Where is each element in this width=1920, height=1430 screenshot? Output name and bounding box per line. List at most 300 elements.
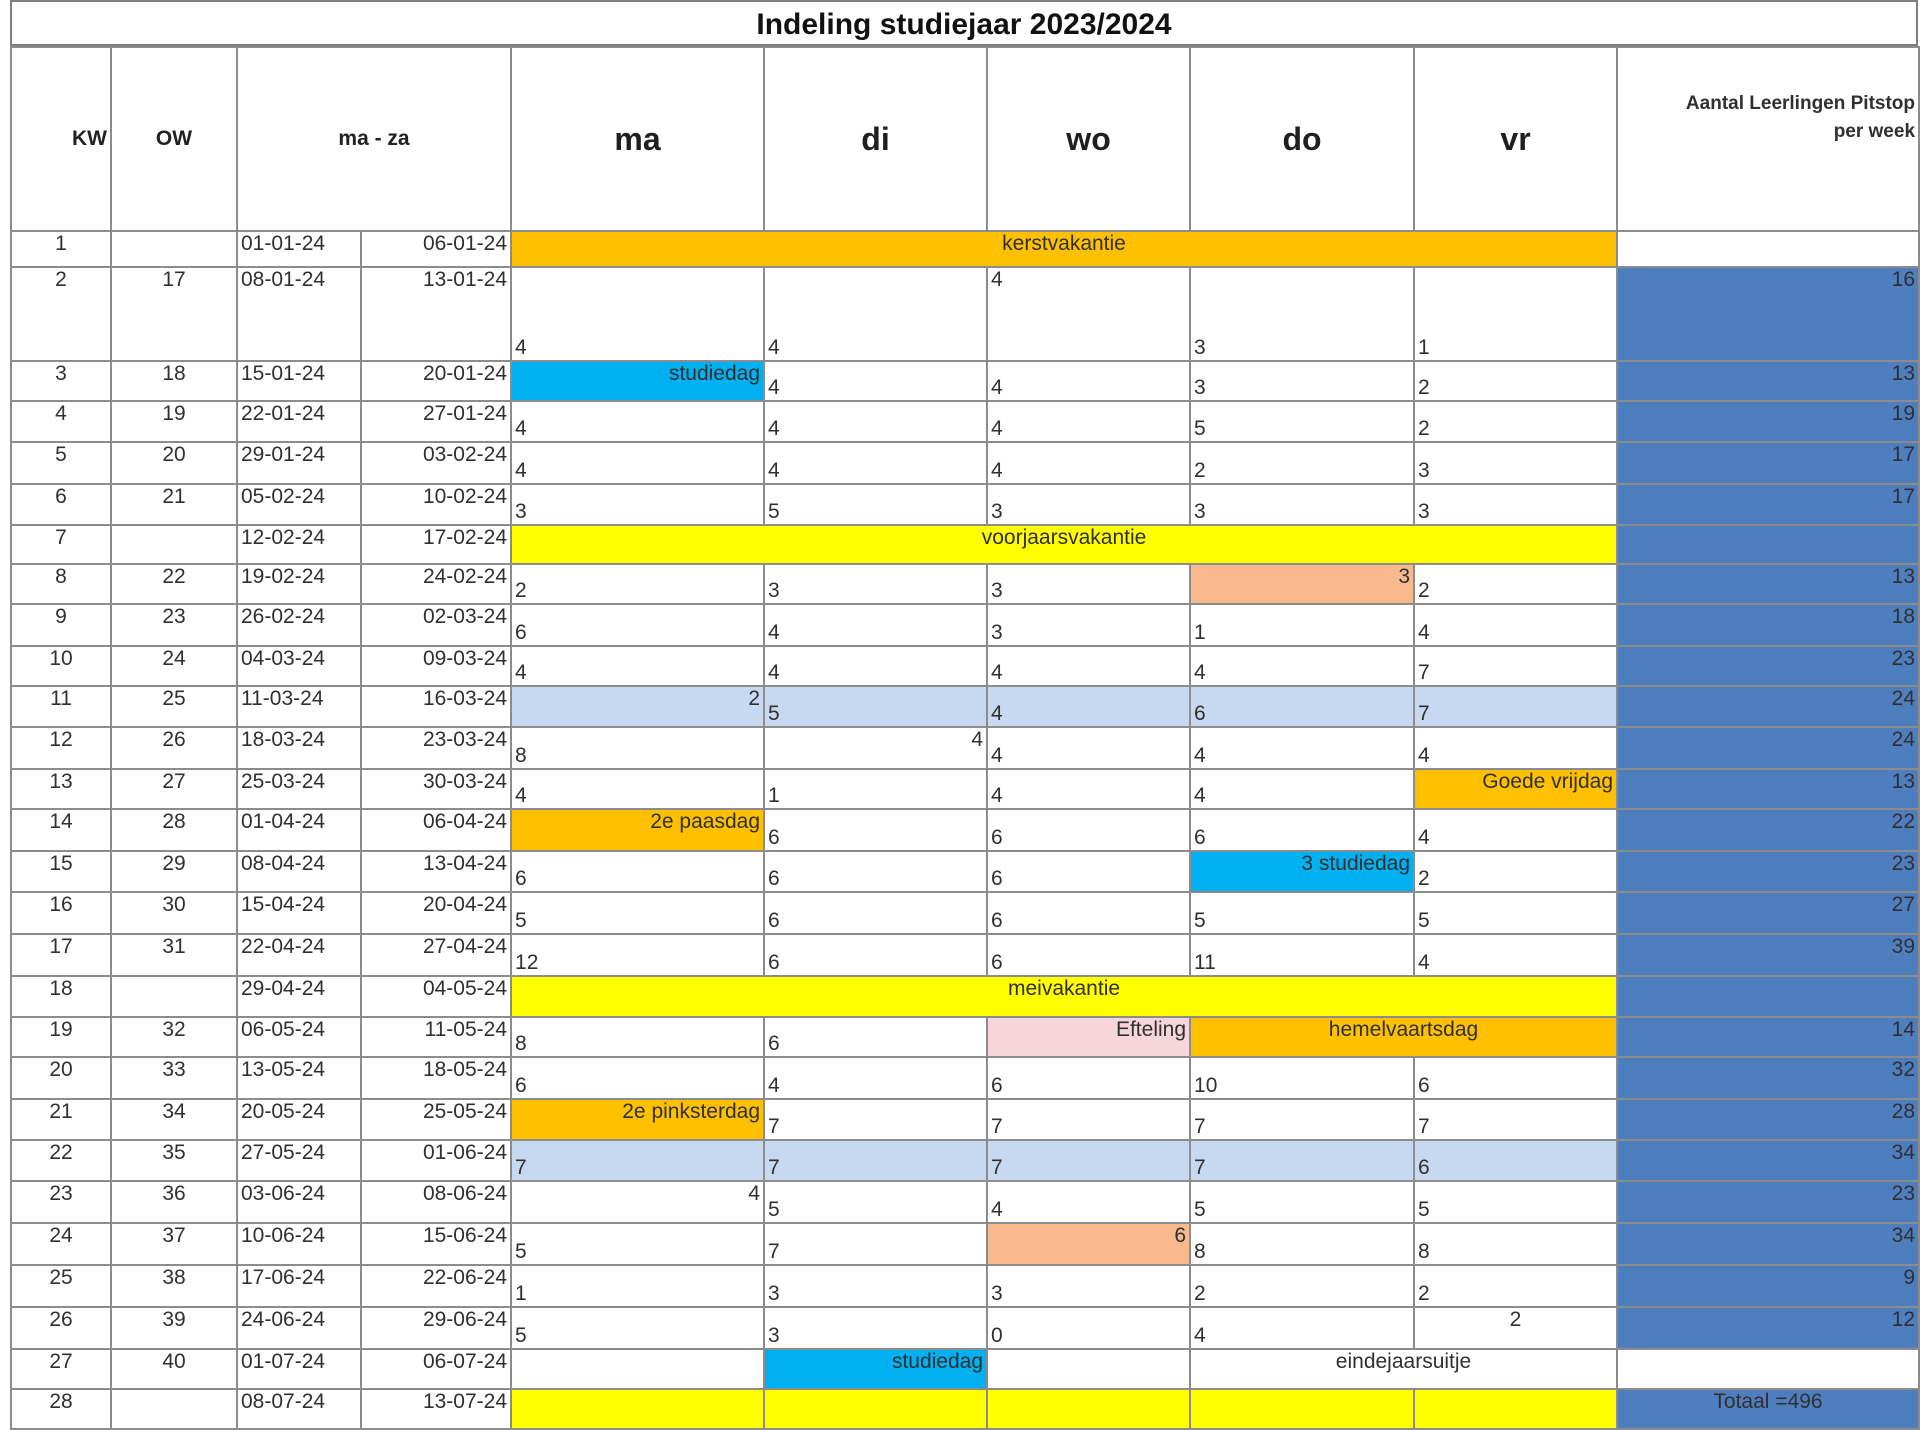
day-cell-wo: 4 <box>987 727 1190 769</box>
week-start-date: 08-07-24 <box>237 1389 361 1429</box>
day-cell-vr: 2 <box>1414 1265 1617 1307</box>
week-start-date: 20-05-24 <box>237 1099 361 1140</box>
day-cell-vr: 5 <box>1414 1181 1617 1223</box>
day-cell-ma: 4 <box>511 442 764 484</box>
week-ow: 40 <box>111 1349 237 1389</box>
day-cell-di: 3 <box>764 564 987 604</box>
day-cell-vr: 7 <box>1414 1099 1617 1140</box>
week-row <box>11 564 1919 604</box>
holiday-band: kerstvakantie <box>511 231 1617 267</box>
week-total: 34 <box>1617 1223 1919 1265</box>
week-total: 39 <box>1617 934 1919 976</box>
week-ow: 30 <box>111 892 237 934</box>
week-start-date: 19-02-24 <box>237 564 361 604</box>
week-kw: 24 <box>11 1223 111 1265</box>
week-total <box>1617 976 1919 1017</box>
day-cell-vr: 7 <box>1414 646 1617 686</box>
day-cell-ma: 4 <box>511 1181 764 1223</box>
studiedag-cell: studiedag <box>511 361 764 401</box>
week-total: 32 <box>1617 1057 1919 1099</box>
goede-vrijdag-cell: Goede vrijdag <box>1414 769 1617 809</box>
week-end-date: 11-05-24 <box>361 1017 511 1057</box>
week-row <box>11 892 1919 934</box>
day-cell-wo <box>987 1349 1190 1389</box>
day-cell-di: 3 <box>764 1307 987 1349</box>
hemelvaartsdag-cell: hemelvaartsdag <box>1190 1017 1617 1057</box>
week-ow: 22 <box>111 564 237 604</box>
week-start-date: 22-01-24 <box>237 401 361 442</box>
week-row <box>11 1181 1919 1223</box>
efteling-cell: Efteling <box>987 1017 1190 1057</box>
day-cell-di: 4 <box>764 646 987 686</box>
week-ow: 21 <box>111 484 237 525</box>
week-end-date: 23-03-24 <box>361 727 511 769</box>
week-row <box>11 851 1919 892</box>
header-count-line1: Aantal Leerlingen Pitstop <box>1685 93 1916 114</box>
studiedag-cell: studiedag <box>764 1349 987 1389</box>
day-cell-ma: 6 <box>511 1057 764 1099</box>
week-total <box>1617 231 1919 267</box>
week-start-date: 03-06-24 <box>237 1181 361 1223</box>
day-cell-di: 4 <box>764 727 987 769</box>
schedule-sheet <box>10 0 1918 1413</box>
week-total: 23 <box>1617 1181 1919 1223</box>
day-cell-do: 6 <box>1190 686 1414 727</box>
day-cell-do <box>1190 1389 1414 1429</box>
week-end-date: 20-04-24 <box>361 892 511 934</box>
week-row <box>11 1099 1919 1140</box>
week-ow: 38 <box>111 1265 237 1307</box>
studiedag-3-cell: 3 studiedag <box>1190 851 1414 892</box>
day-cell-vr: 2 <box>1414 851 1617 892</box>
day-cell-di: 5 <box>764 686 987 727</box>
day-cell-vr: 4 <box>1414 809 1617 851</box>
holiday-band: voorjaarsvakantie <box>511 525 1617 564</box>
week-start-date: 11-03-24 <box>237 686 361 727</box>
week-ow: 36 <box>111 1181 237 1223</box>
week-kw: 3 <box>11 361 111 401</box>
day-cell-di <box>764 1389 987 1429</box>
day-cell-ma: 5 <box>511 1307 764 1349</box>
day-cell-wo: 4 <box>987 361 1190 401</box>
week-ow: 20 <box>111 442 237 484</box>
day-cell-wo: 6 <box>987 1223 1190 1265</box>
week-total: 28 <box>1617 1099 1919 1140</box>
day-cell-di: 1 <box>764 769 987 809</box>
header-date-range: ma - za <box>237 47 511 231</box>
day-cell-ma: 2 <box>511 686 764 727</box>
day-cell-ma: 4 <box>511 646 764 686</box>
week-row <box>11 934 1919 976</box>
week-kw: 6 <box>11 484 111 525</box>
day-cell-do: 5 <box>1190 1181 1414 1223</box>
day-cell-wo: 4 <box>987 442 1190 484</box>
week-end-date: 10-02-24 <box>361 484 511 525</box>
day-cell-ma <box>511 1389 764 1429</box>
day-cell-wo: 3 <box>987 564 1190 604</box>
week-row <box>11 525 1919 564</box>
week-row <box>11 484 1919 525</box>
week-ow: 19 <box>111 401 237 442</box>
day-cell-do: 4 <box>1190 727 1414 769</box>
week-kw: 27 <box>11 1349 111 1389</box>
header-vr: vr <box>1414 47 1617 231</box>
week-end-date: 06-04-24 <box>361 809 511 851</box>
day-cell-ma: 8 <box>511 1017 764 1057</box>
week-kw: 4 <box>11 401 111 442</box>
holiday-band: meivakantie <box>511 976 1617 1017</box>
week-end-date: 06-07-24 <box>361 1349 511 1389</box>
day-cell-wo: 4 <box>987 686 1190 727</box>
week-kw: 20 <box>11 1057 111 1099</box>
week-end-date: 02-03-24 <box>361 604 511 646</box>
week-ow: 28 <box>111 809 237 851</box>
week-end-date: 04-05-24 <box>361 976 511 1017</box>
week-total: 23 <box>1617 646 1919 686</box>
week-total: 23 <box>1617 851 1919 892</box>
day-cell-wo: 4 <box>987 646 1190 686</box>
week-ow: 18 <box>111 361 237 401</box>
day-cell-do: 2 <box>1190 442 1414 484</box>
week-ow: 27 <box>111 769 237 809</box>
header-row <box>11 47 1919 231</box>
day-cell-ma: 1 <box>511 1265 764 1307</box>
week-row <box>11 1223 1919 1265</box>
day-cell-di: 7 <box>764 1140 987 1181</box>
week-row <box>11 1389 1919 1429</box>
day-cell-di: 4 <box>764 267 987 361</box>
day-cell-vr: 3 <box>1414 442 1617 484</box>
day-cell-do: 7 <box>1190 1099 1414 1140</box>
week-kw: 19 <box>11 1017 111 1057</box>
schedule-body <box>11 231 1919 1429</box>
day-cell-do: 3 <box>1190 267 1414 361</box>
day-cell-wo: 4 <box>987 769 1190 809</box>
week-row <box>11 769 1919 809</box>
week-start-date: 01-07-24 <box>237 1349 361 1389</box>
day-cell-vr: 8 <box>1414 1223 1617 1265</box>
week-ow: 35 <box>111 1140 237 1181</box>
week-kw: 1 <box>11 231 111 267</box>
week-start-date: 15-04-24 <box>237 892 361 934</box>
week-ow: 26 <box>111 727 237 769</box>
week-end-date: 17-02-24 <box>361 525 511 564</box>
header-wo: wo <box>987 47 1190 231</box>
day-cell-do: 4 <box>1190 646 1414 686</box>
day-cell-vr: 4 <box>1414 934 1617 976</box>
day-cell-do: 6 <box>1190 809 1414 851</box>
day-cell-vr <box>1414 1389 1617 1429</box>
week-kw: 7 <box>11 525 111 564</box>
day-cell-di: 7 <box>764 1099 987 1140</box>
day-cell-vr: 6 <box>1414 1057 1617 1099</box>
day-cell-vr: 7 <box>1414 686 1617 727</box>
week-start-date: 22-04-24 <box>237 934 361 976</box>
week-kw: 22 <box>11 1140 111 1181</box>
week-kw: 14 <box>11 809 111 851</box>
day-cell-ma: 4 <box>511 267 764 361</box>
day-cell-di: 6 <box>764 851 987 892</box>
day-cell-ma: 6 <box>511 604 764 646</box>
header-do: do <box>1190 47 1414 231</box>
day-cell-wo: 6 <box>987 809 1190 851</box>
week-total: 17 <box>1617 484 1919 525</box>
header-ma: ma <box>511 47 764 231</box>
week-row <box>11 1140 1919 1181</box>
week-row <box>11 231 1919 267</box>
week-end-date: 27-04-24 <box>361 934 511 976</box>
day-cell-wo: 6 <box>987 1057 1190 1099</box>
week-start-date: 06-05-24 <box>237 1017 361 1057</box>
week-total <box>1617 525 1919 564</box>
week-end-date: 29-06-24 <box>361 1307 511 1349</box>
week-total: 18 <box>1617 604 1919 646</box>
week-ow: 29 <box>111 851 237 892</box>
week-total: 24 <box>1617 727 1919 769</box>
week-kw: 28 <box>11 1389 111 1429</box>
day-cell-do: 10 <box>1190 1057 1414 1099</box>
day-cell-vr: 4 <box>1414 604 1617 646</box>
week-kw: 15 <box>11 851 111 892</box>
week-row <box>11 1057 1919 1099</box>
header-kw: KW <box>11 47 111 231</box>
week-end-date: 13-04-24 <box>361 851 511 892</box>
day-cell-vr: 1 <box>1414 267 1617 361</box>
week-end-date: 18-05-24 <box>361 1057 511 1099</box>
week-end-date: 09-03-24 <box>361 646 511 686</box>
week-end-date: 15-06-24 <box>361 1223 511 1265</box>
week-end-date: 30-03-24 <box>361 769 511 809</box>
week-ow: 33 <box>111 1057 237 1099</box>
week-end-date: 08-06-24 <box>361 1181 511 1223</box>
day-cell-di: 5 <box>764 1181 987 1223</box>
day-cell-do: 5 <box>1190 892 1414 934</box>
week-start-date: 26-02-24 <box>237 604 361 646</box>
week-row <box>11 267 1919 361</box>
day-cell-di: 6 <box>764 1017 987 1057</box>
week-kw: 26 <box>11 1307 111 1349</box>
week-row <box>11 646 1919 686</box>
day-cell-ma: 12 <box>511 934 764 976</box>
week-end-date: 24-02-24 <box>361 564 511 604</box>
week-start-date: 08-04-24 <box>237 851 361 892</box>
day-cell-ma: 4 <box>511 401 764 442</box>
week-end-date: 13-07-24 <box>361 1389 511 1429</box>
week-row <box>11 401 1919 442</box>
week-ow <box>111 1389 237 1429</box>
day-cell-do: 5 <box>1190 401 1414 442</box>
week-end-date: 25-05-24 <box>361 1099 511 1140</box>
week-ow: 37 <box>111 1223 237 1265</box>
week-ow: 24 <box>111 646 237 686</box>
week-total: 22 <box>1617 809 1919 851</box>
week-ow <box>111 525 237 564</box>
week-end-date: 01-06-24 <box>361 1140 511 1181</box>
week-ow: 34 <box>111 1099 237 1140</box>
day-cell-do: 1 <box>1190 604 1414 646</box>
day-cell-do: 3 <box>1190 564 1414 604</box>
day-cell-vr: 2 <box>1414 564 1617 604</box>
day-cell-di: 6 <box>764 934 987 976</box>
week-row <box>11 604 1919 646</box>
week-total: 13 <box>1617 769 1919 809</box>
day-cell-do: 4 <box>1190 1307 1414 1349</box>
day-cell-wo: 6 <box>987 892 1190 934</box>
paasdag-cell: 2e paasdag <box>511 809 764 851</box>
week-kw: 17 <box>11 934 111 976</box>
day-cell-ma: 3 <box>511 484 764 525</box>
week-ow: 25 <box>111 686 237 727</box>
week-ow: 31 <box>111 934 237 976</box>
day-cell-wo: 3 <box>987 484 1190 525</box>
day-cell-do: 11 <box>1190 934 1414 976</box>
day-cell-vr: 2 <box>1414 361 1617 401</box>
day-cell-wo: 4 <box>987 401 1190 442</box>
week-start-date: 13-05-24 <box>237 1057 361 1099</box>
day-cell-di: 5 <box>764 484 987 525</box>
header-ow: OW <box>111 47 237 231</box>
week-start-date: 15-01-24 <box>237 361 361 401</box>
week-row <box>11 1017 1919 1057</box>
day-cell-wo: 3 <box>987 604 1190 646</box>
day-cell-do: 7 <box>1190 1140 1414 1181</box>
week-start-date: 29-01-24 <box>237 442 361 484</box>
week-start-date: 12-02-24 <box>237 525 361 564</box>
day-cell-wo: 4 <box>987 1181 1190 1223</box>
week-row <box>11 809 1919 851</box>
week-row <box>11 442 1919 484</box>
week-end-date: 03-02-24 <box>361 442 511 484</box>
week-total: 13 <box>1617 361 1919 401</box>
day-cell-wo: 7 <box>987 1140 1190 1181</box>
week-kw: 10 <box>11 646 111 686</box>
day-cell-wo: 3 <box>987 1265 1190 1307</box>
week-kw: 25 <box>11 1265 111 1307</box>
week-row <box>11 727 1919 769</box>
week-ow <box>111 976 237 1017</box>
day-cell-vr: 2 <box>1414 401 1617 442</box>
week-start-date: 10-06-24 <box>237 1223 361 1265</box>
day-cell-do: 2 <box>1190 1265 1414 1307</box>
day-cell-vr: 3 <box>1414 484 1617 525</box>
week-start-date: 29-04-24 <box>237 976 361 1017</box>
header-count-line2: per week <box>1833 121 1916 142</box>
week-end-date: 20-01-24 <box>361 361 511 401</box>
week-total: 27 <box>1617 892 1919 934</box>
week-kw: 23 <box>11 1181 111 1223</box>
day-cell-wo: 0 <box>987 1307 1190 1349</box>
day-cell-ma: 4 <box>511 769 764 809</box>
day-cell-do: 3 <box>1190 361 1414 401</box>
week-end-date: 13-01-24 <box>361 267 511 361</box>
week-start-date: 27-05-24 <box>237 1140 361 1181</box>
week-ow: 32 <box>111 1017 237 1057</box>
day-cell-wo: 4 <box>987 267 1190 361</box>
week-row <box>11 1307 1919 1349</box>
sheet-title: Indeling studiejaar 2023/2024 <box>10 0 1918 46</box>
day-cell-wo: 7 <box>987 1099 1190 1140</box>
week-total: 16 <box>1617 267 1919 361</box>
day-cell-wo <box>987 1389 1190 1429</box>
week-total: 19 <box>1617 401 1919 442</box>
week-ow: 17 <box>111 267 237 361</box>
week-start-date: 01-01-24 <box>237 231 361 267</box>
week-ow <box>111 231 237 267</box>
week-total <box>1617 1349 1919 1389</box>
week-total: 12 <box>1617 1307 1919 1349</box>
week-total: 17 <box>1617 442 1919 484</box>
week-row <box>11 1349 1919 1389</box>
day-cell-di: 6 <box>764 892 987 934</box>
week-kw: 5 <box>11 442 111 484</box>
week-kw: 2 <box>11 267 111 361</box>
day-cell-ma: 7 <box>511 1140 764 1181</box>
week-start-date: 05-02-24 <box>237 484 361 525</box>
day-cell-di: 7 <box>764 1223 987 1265</box>
day-cell-vr: 5 <box>1414 892 1617 934</box>
week-total: 13 <box>1617 564 1919 604</box>
day-cell-di: 4 <box>764 361 987 401</box>
header-di: di <box>764 47 987 231</box>
day-cell-ma: 8 <box>511 727 764 769</box>
day-cell-do: 3 <box>1190 484 1414 525</box>
day-cell-vr: 2 <box>1414 1307 1617 1349</box>
day-cell-ma: 6 <box>511 851 764 892</box>
week-ow: 23 <box>111 604 237 646</box>
week-start-date: 24-06-24 <box>237 1307 361 1349</box>
pinksterdag-cell: 2e pinksterdag <box>511 1099 764 1140</box>
day-cell-ma: 5 <box>511 892 764 934</box>
week-start-date: 25-03-24 <box>237 769 361 809</box>
week-kw: 8 <box>11 564 111 604</box>
day-cell-di: 4 <box>764 442 987 484</box>
day-cell-di: 6 <box>764 809 987 851</box>
grand-total: Totaal =496 <box>1617 1389 1919 1429</box>
day-cell-do: 4 <box>1190 769 1414 809</box>
eindejaarsuitje-cell: eindejaarsuitje <box>1190 1349 1617 1389</box>
day-cell-wo: 6 <box>987 851 1190 892</box>
week-start-date: 04-03-24 <box>237 646 361 686</box>
week-end-date: 16-03-24 <box>361 686 511 727</box>
week-kw: 9 <box>11 604 111 646</box>
week-kw: 16 <box>11 892 111 934</box>
week-end-date: 06-01-24 <box>361 231 511 267</box>
day-cell-ma: 2 <box>511 564 764 604</box>
day-cell-vr: 6 <box>1414 1140 1617 1181</box>
week-kw: 21 <box>11 1099 111 1140</box>
day-cell-wo: 6 <box>987 934 1190 976</box>
week-row <box>11 686 1919 727</box>
week-row <box>11 1265 1919 1307</box>
week-start-date: 08-01-24 <box>237 267 361 361</box>
week-kw: 13 <box>11 769 111 809</box>
week-kw: 11 <box>11 686 111 727</box>
week-row <box>11 361 1919 401</box>
week-start-date: 17-06-24 <box>237 1265 361 1307</box>
day-cell-di: 4 <box>764 401 987 442</box>
week-total: 34 <box>1617 1140 1919 1181</box>
week-start-date: 01-04-24 <box>237 809 361 851</box>
week-row <box>11 976 1919 1017</box>
day-cell-ma: 5 <box>511 1223 764 1265</box>
week-total: 24 <box>1617 686 1919 727</box>
week-total: 14 <box>1617 1017 1919 1057</box>
day-cell-di: 4 <box>764 604 987 646</box>
week-end-date: 22-06-24 <box>361 1265 511 1307</box>
week-ow: 39 <box>111 1307 237 1349</box>
week-kw: 12 <box>11 727 111 769</box>
week-total: 9 <box>1617 1265 1919 1307</box>
